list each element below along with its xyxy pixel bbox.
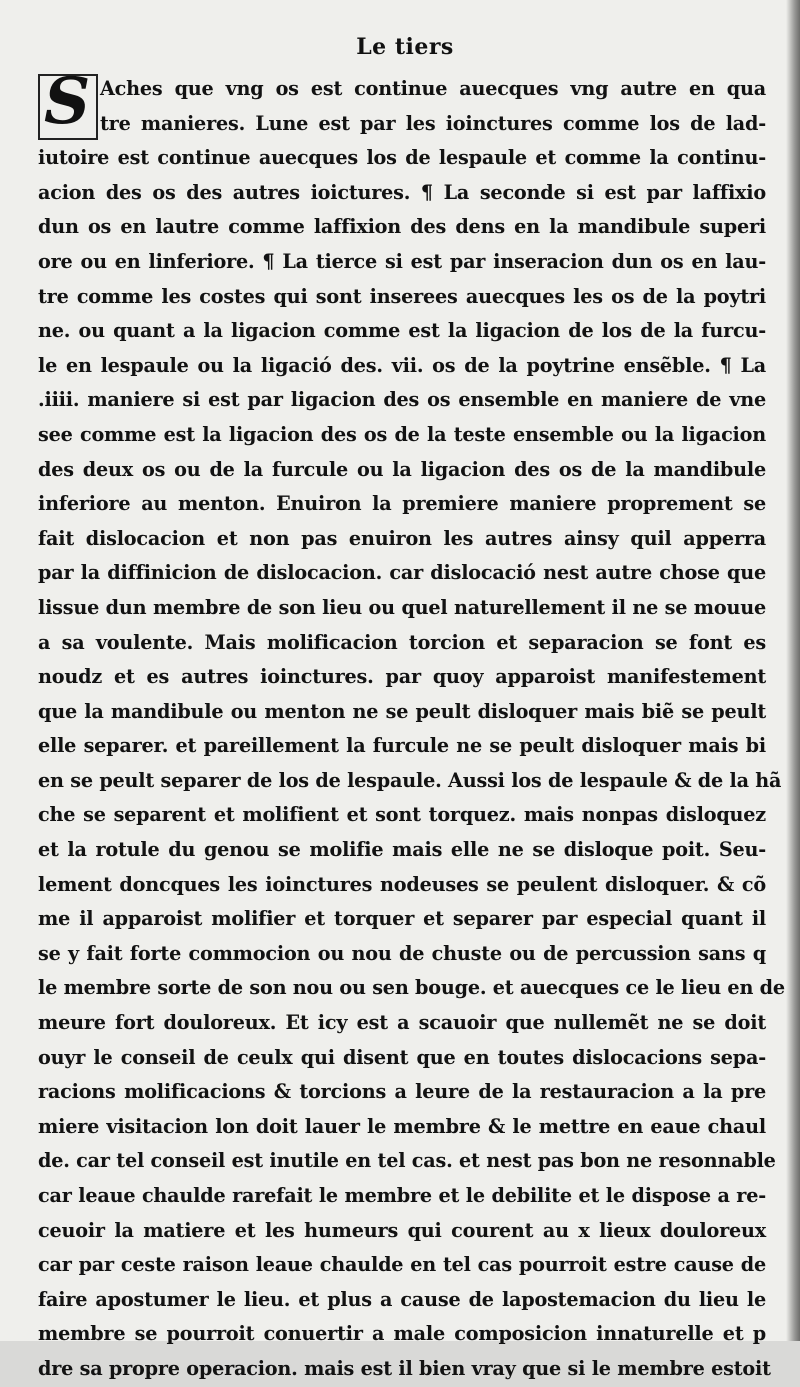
text-line: car par ceste raison leaue chaulde en tel cas pourroit estre cause de xyxy=(38,1253,766,1277)
text-line: see comme est la ligacion des os de la teste ensemble ou la ligacion xyxy=(38,422,766,446)
text-line: tre comme les costes qui sont inserees auecques les os de la poytri xyxy=(38,284,766,308)
text-line: me il apparoist molifier et torquer et separer par especial quant il xyxy=(38,907,766,931)
page-title: Le tiers xyxy=(356,34,454,60)
text-line: meure fort douloreux. Et icy est a scauoir que nullemẽt ne se doit xyxy=(38,1011,766,1035)
text-line: faire apostumer le lieu. et plus a cause de lapostemacion du lieu le xyxy=(38,1287,766,1311)
text-line: lement doncques les ioinctures nodeuses se peulent disloquer. & cõ xyxy=(38,872,766,896)
text-line: et la rotule du genou se molifie mais elle ne se disloque poit. Seu- xyxy=(38,838,766,862)
text-line: iutoire est continue auecques los de lespaule et comme la continu- xyxy=(38,146,766,170)
text-line: lissue dun membre de son lieu ou quel naturellement il ne se mouue xyxy=(38,595,766,619)
text-line: a sa voulente. Mais molificacion torcion et separacion se font es xyxy=(38,630,766,654)
text-line: noudz et es autres ioinctures. par quoy apparoist manifestement xyxy=(38,665,766,689)
text-line: dun os en lautre comme laffixion des dens en la mandibule superi xyxy=(38,215,766,239)
page-gutter-shadow xyxy=(786,0,800,1341)
text-line: de. car tel conseil est inutile en tel cas. et nest pas bon ne resonnable xyxy=(38,1149,776,1173)
text-line: fait dislocacion et non pas enuiron les autres ainsy quil apperra xyxy=(38,526,766,550)
text-line: ore ou en linferiore. ¶ La tierce si est par inseracion dun os en lau- xyxy=(38,249,766,273)
text-line: racions molificacions & torcions a leure de la restauracion a la pre xyxy=(38,1080,766,1104)
text-line: inferiore au menton. Enuiron la premiere maniere proprement se xyxy=(38,492,766,516)
text-line: le en lespaule ou la ligació des. vii. os de la poytrine ensẽble. ¶ La xyxy=(38,353,766,377)
text-line: acion des os des autres ioictures. ¶ La seconde si est par laffixio xyxy=(38,180,766,204)
text-line: Aches que vng os est continue auecques vng autre en qua xyxy=(100,77,766,100)
text-line: ceuoir la matiere et les humeurs qui courent au x lieux douloreux xyxy=(38,1218,766,1242)
text-body xyxy=(38,64,785,1387)
text-line: le membre sorte de son nou ou sen bouge. et auecques ce le lieu en de xyxy=(38,976,785,1000)
text-line: .iiii. maniere si est par ligacion des os ensemble en maniere de vne xyxy=(38,388,766,412)
text-line: miere visitacion lon doit lauer le membre & le mettre en eaue chaul xyxy=(38,1114,766,1138)
text-line: en se peult separer de los de lespaule. Aussi los de lespaule & de la hã xyxy=(38,768,782,792)
text-line: elle separer. et pareillement la furcule ne se peult disloquer mais bi xyxy=(38,734,766,758)
text-line: se y fait forte commocion ou nou de chuste ou de percussion sans q xyxy=(38,941,766,965)
text-line: par la diffinicion de dislocacion. car dislocació nest autre chose que xyxy=(38,561,766,585)
drop-cap-letter: S xyxy=(44,64,91,139)
text-line: des deux os ou de la furcule ou la ligacion des os de la mandibule xyxy=(38,457,766,481)
text-line: que la mandibule ou menton ne se peult disloquer mais biẽ se peult xyxy=(38,699,766,723)
text-line: car leaue chaulde rarefait le membre et le debilite et le dispose a re- xyxy=(38,1184,766,1207)
text-line: ouyr le conseil de ceulx qui disent que en toutes dislocacions sepa- xyxy=(38,1045,766,1069)
text-line: che se separent et molifient et sont torquez. mais nonpas disloquez xyxy=(38,803,766,827)
text-line: tre manieres. Lune est par les ioinctures comme los de lad- xyxy=(100,111,766,135)
text-line: ne. ou quant a la ligacion comme est la ligacion de los de la furcu- xyxy=(38,319,766,343)
text-line: membre se pourroit conuertir a male composicion innaturelle et p xyxy=(38,1322,766,1346)
text-line: dre sa propre operacion. mais est il bien vray que si le membre estoit xyxy=(38,1356,771,1380)
